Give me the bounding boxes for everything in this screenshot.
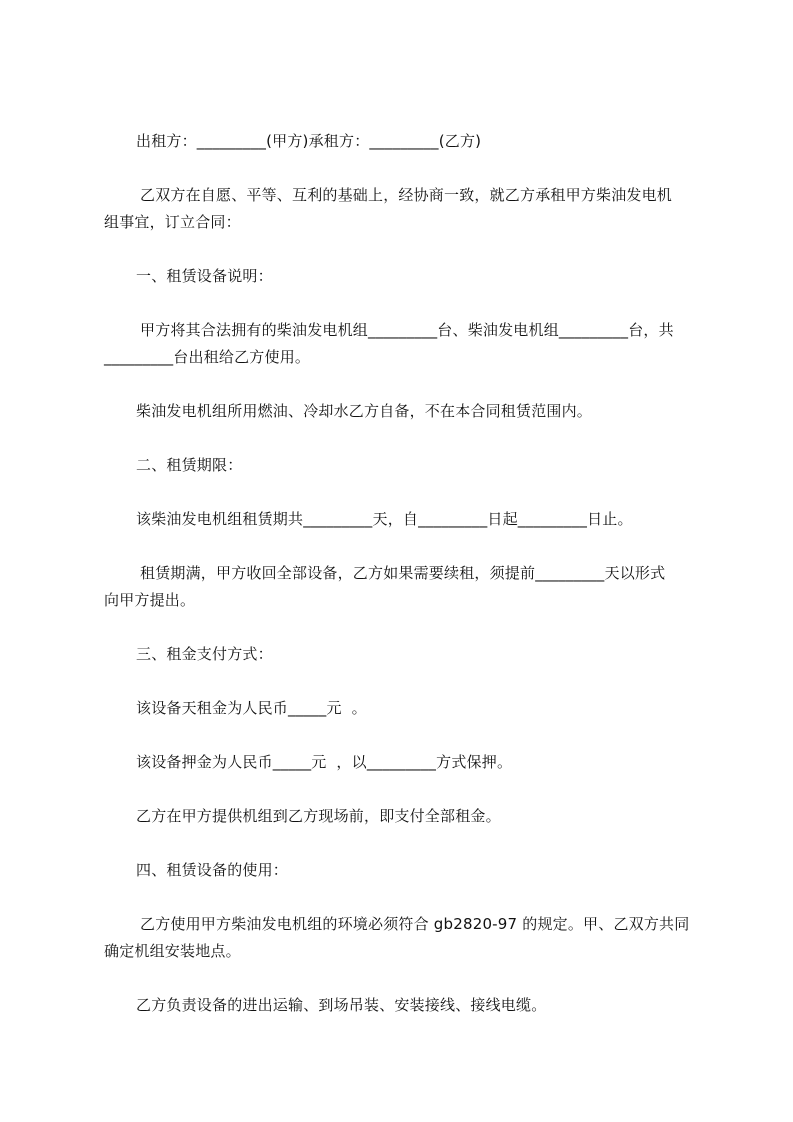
section-2-paragraph-2-line-2: 向甲方提出。 (104, 591, 196, 609)
section-3-paragraph-2: 该设备押金为人民币_____元 ，以_________方式保押。 (136, 753, 513, 771)
section-2-paragraph-2-line-1: 租赁期满，甲方收回全部设备，乙方如果需要续租，须提前_________天以形式 (140, 564, 666, 582)
section-4-paragraph-1-line-1: 乙方使用甲方柴油发电机组的环境必须符合 gb2820-97 的规定。甲、乙双方共同 (140, 915, 690, 933)
section-4-paragraph-2: 乙方负责设备的进出运输、到场吊装、安装接线、接线电缆。 (136, 996, 547, 1014)
intro-line-1: 乙双方在自愿、平等、互利的基础上，经协商一致，就乙方承租甲方柴油发电机 (140, 186, 673, 204)
section-3-paragraph-3: 乙方在甲方提供机组到乙方现场前，即支付全部租金。 (136, 807, 501, 825)
section-4-heading: 四、租赁设备的使用： (136, 861, 289, 879)
section-1-paragraph-2: 柴油发电机组所用燃油、冷却水乙方自备，不在本合同租赁范围内。 (136, 402, 593, 420)
section-1-heading: 一、租赁设备说明： (136, 267, 273, 285)
section-2-paragraph-1: 该柴油发电机组租赁期共_________天，自_________日起_________日止。 (136, 510, 633, 528)
section-3-paragraph-1: 该设备天租金为人民币_____元 。 (136, 699, 367, 717)
section-1-paragraph-1-line-1: 甲方将其合法拥有的柴油发电机组_________台、柴油发电机组_________台，共 (140, 321, 674, 339)
section-2-heading: 二、租赁期限： (136, 456, 243, 474)
section-4-paragraph-1-line-2: 确定机组安装地点。 (104, 942, 241, 960)
section-1-paragraph-1-line-2: _________台出租给乙方使用。 (104, 348, 311, 366)
parties-line: 出租方：_________(甲方)承租方：_________(乙方) (136, 132, 482, 150)
section-3-heading: 三、租金支付方式： (136, 645, 273, 663)
intro-line-2: 组事宜，订立合同： (104, 213, 241, 231)
